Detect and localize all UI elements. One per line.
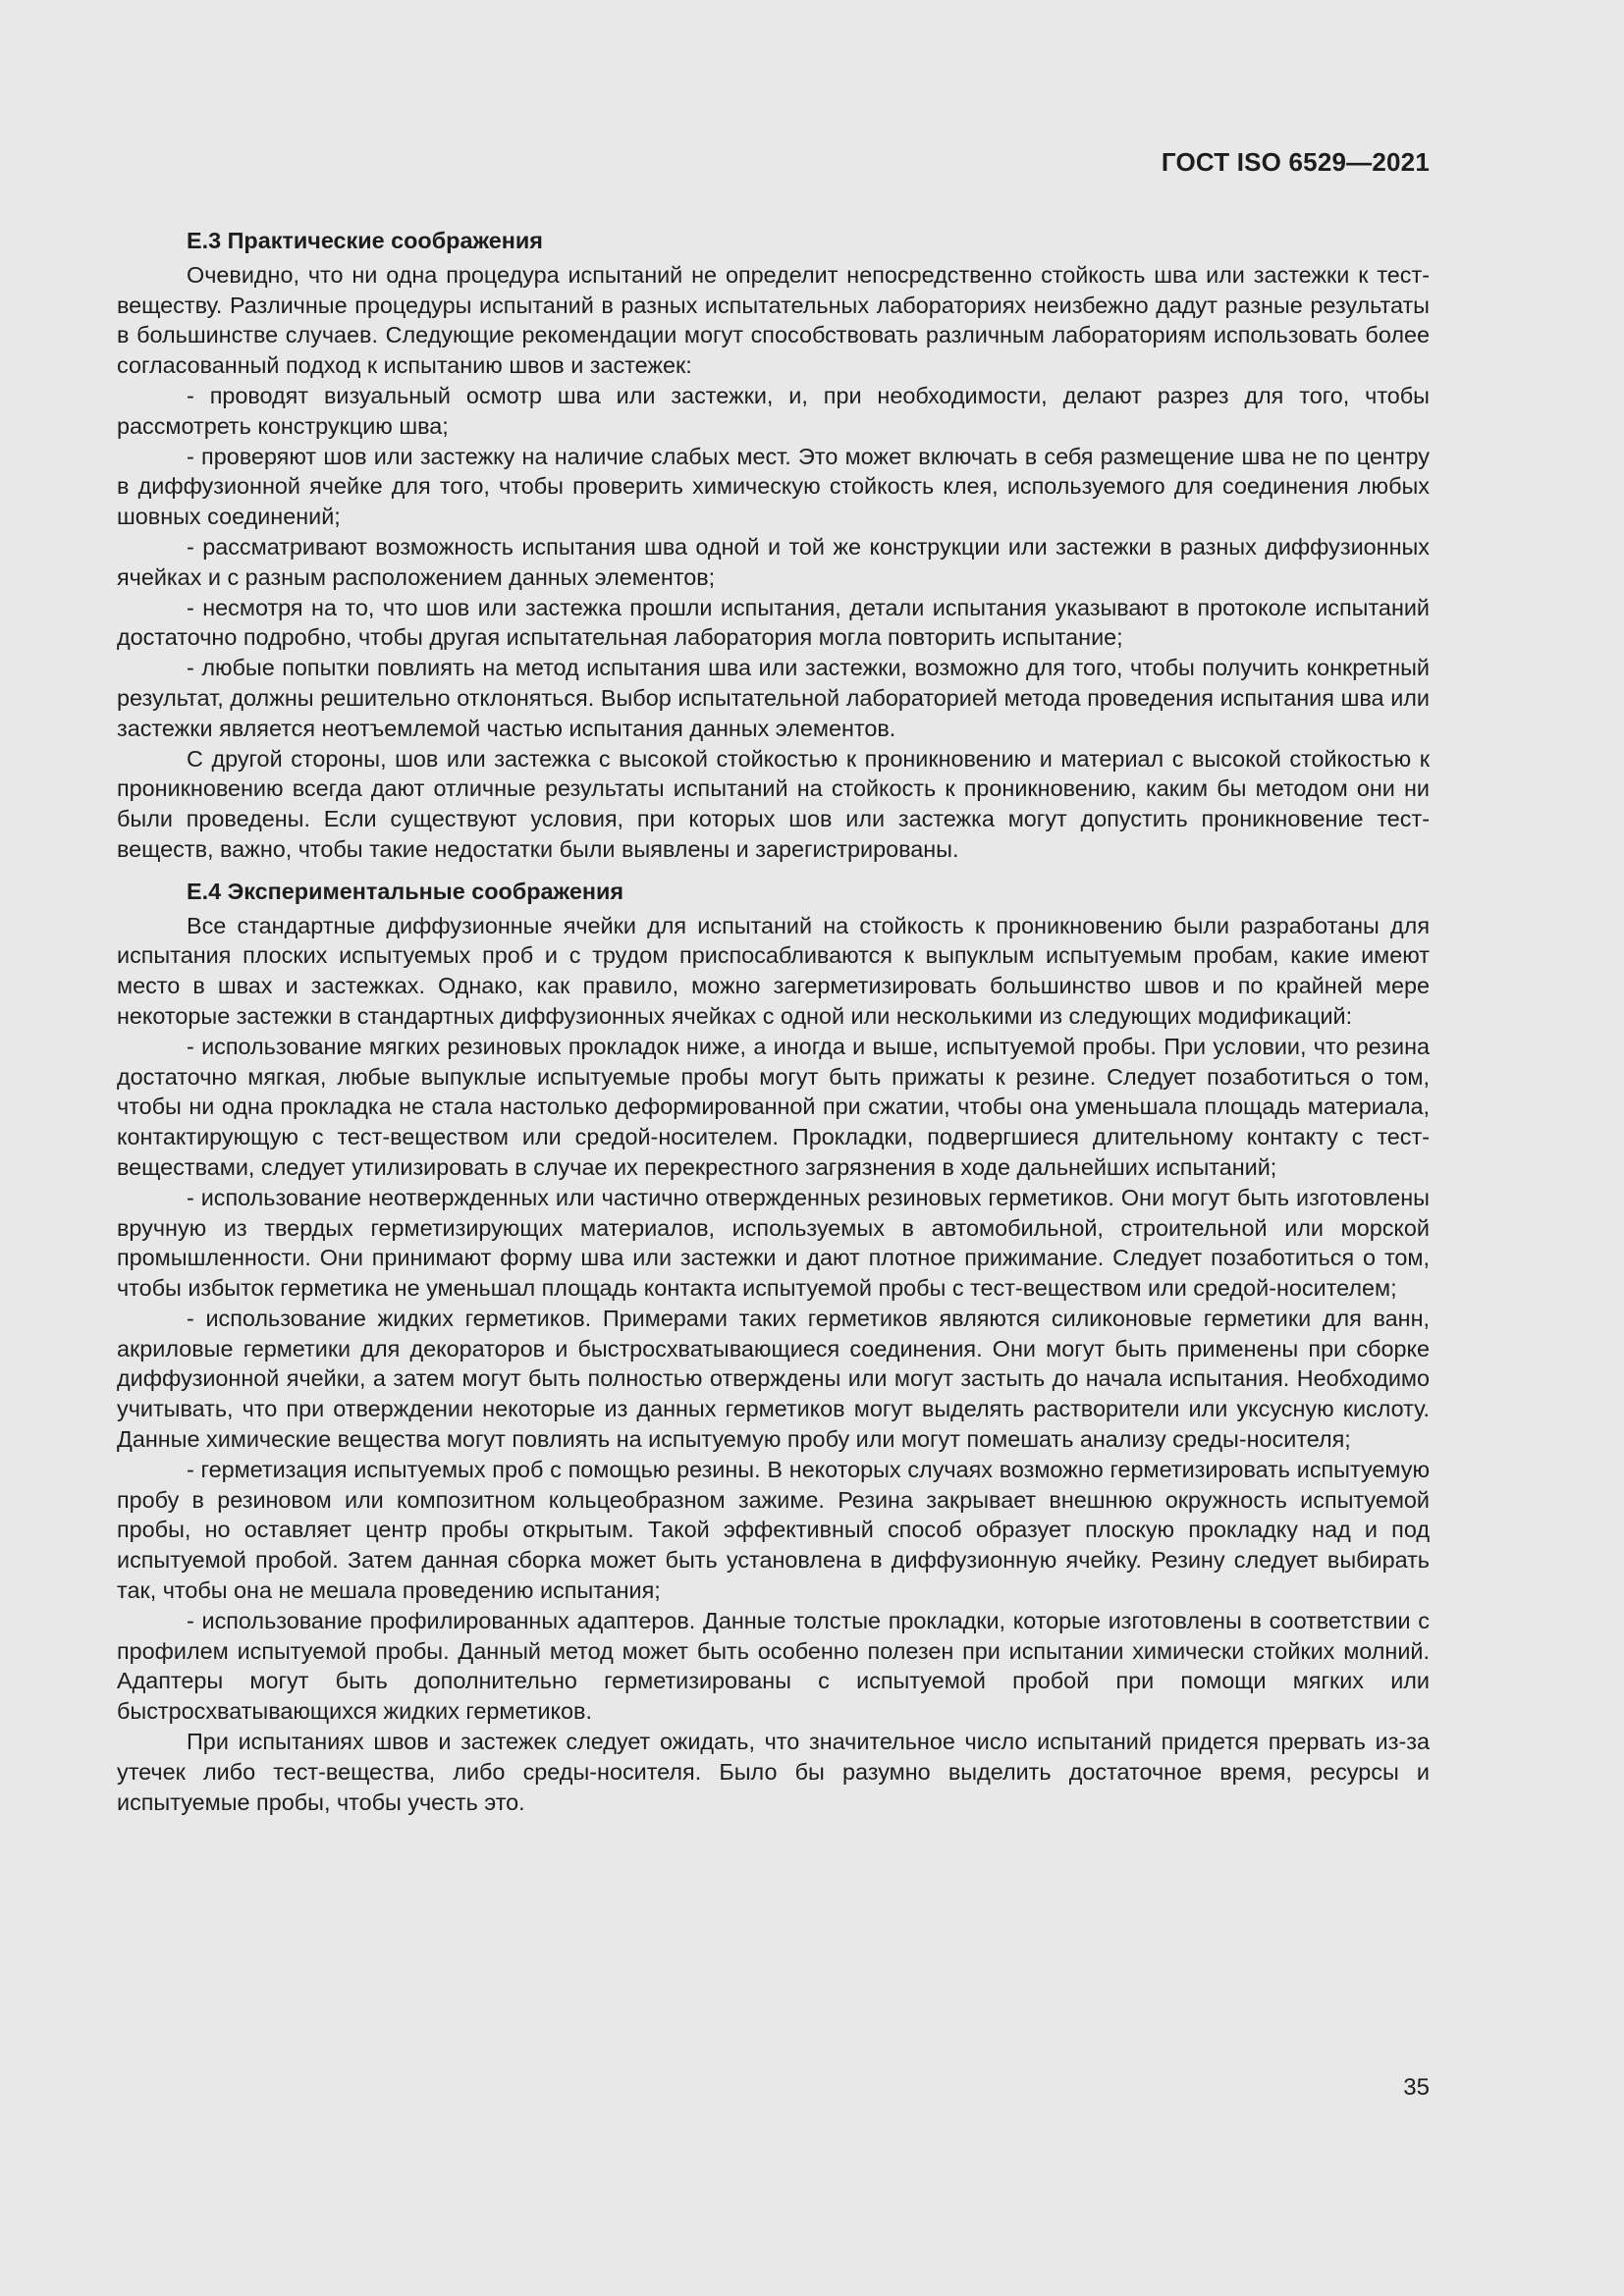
page-number: 35 — [1403, 2074, 1430, 2101]
list-item: - использование неотвержденных или частично отвержденных резиновых герметиков. Они могут быть изготовлены вручную из твердых герметизирующих материалов, используемых в автомобильной, строительной или морской промышленности. Они принимают форму шва или застежки и дают плотное прижимание. Следует позаботиться о том, чтобы избыток герметика не уменьшал площадь контакта испытуемой пробы с тест-веществом или средой-носителем; — [117, 1184, 1430, 1302]
list-item: - проводят визуальный осмотр шва или застежки, и, при необходимости, делают разрез для того, чтобы рассмотреть конструкцию шва; — [117, 382, 1430, 439]
list-item: - герметизация испытуемых проб с помощью резины. В некоторых случаях возможно герметизировать испытуемую пробу в резиновом или композитном кольцеобразном зажиме. Резина закрывает внешнюю окружность испытуемой пробы, но оставляет центр пробы открытым. Такой эффективный способ образует плоскую прокладку над и под испытуемой пробой. Затем данная сборка может быть установлена в диффузионную ячейку. Резину следует выбирать так, чтобы она не мешала проведению испытания; — [117, 1456, 1430, 1604]
paragraph: При испытаниях швов и застежек следует ожидать, что значительное число испытаний придется прервать из-за утечек либо тест-вещества, либо среды-носителя. Было бы разумно выделить достаточное время, ресурсы и испытуемые пробы, чтобы учесть это. — [117, 1729, 1430, 1815]
list-item: - рассматривают возможность испытания шва одной и той же конструкции или застежки в разных диффузионных ячейках и с разным расположением данных элементов; — [117, 533, 1430, 590]
paragraph: Все стандартные диффузионные ячейки для испытаний на стойкость к проникновению были разработаны для испытания плоских испытуемых проб и с трудом приспосабливаются к выпуклым испытуемым пробам, какие имеют место в швах и застежках. Однако, как правило, можно загерметизировать большинство швов и по крайней мере некоторые застежки в стандартных диффузионных ячейках с одной или несколькими из следующих модификаций: — [117, 912, 1430, 1029]
list-item: - использование мягких резиновых прокладок ниже, а иногда и выше, испытуемой пробы. При условии, что резина достаточно мягкая, любые выпуклые испытуемые пробы могут быть прижаты к резине. Следует позаботиться о том, чтобы ни одна прокладка не стала настолько деформированной при сжатии, чтобы она уменьшала площадь материала, контактирующую с тест-веществом или средой-носителем. Прокладки, подвергшиеся длительному контакту с тест-веществами, следует утилизировать в случае их перекрестного загрязнения в ходе дальнейших испытаний; — [117, 1033, 1430, 1180]
list-item: - любые попытки повлиять на метод испытания шва или застежки, возможно для того, чтобы получить конкретный результат, должны решительно отклоняться. Выбор испытательной лабораторией метода проведения испытания шва или застежки является неотъемлемой частью испытания данных элементов. — [117, 655, 1430, 741]
paragraph: С другой стороны, шов или застежка с высокой стойкостью к проникновению и материал с высокой стойкостью к проникновению всегда дают отличные результаты испытаний на стойкость к проникновению, каким бы методом они ни были проведены. Если существуют условия, при которых шов или застежка могут допустить проникновение тест-веществ, важно, чтобы такие недостатки были выявлены и зарегистрированы. — [117, 745, 1430, 862]
list-item: - использование профилированных адаптеров. Данные толстые прокладки, которые изготовлены в соответствии с профилем испытуемой пробы. Данный метод может быть особенно полезен при испытании химически стойких молний. Адаптеры могут быть дополнительно герметизированы с испытуемой пробой при помощи мягких или быстросхватывающихся жидких герметиков. — [117, 1607, 1430, 1725]
list-item: - использование жидких герметиков. Примерами таких герметиков являются силиконовые герметики для ванн, акриловые герметики для декораторов и быстросхватывающиеся соединения. Они могут быть применены при сборке диффузионной ячейки, а затем могут быть полностью отверждены или могут застыть до начала испытания. Необходимо учитывать, что при отверждении некоторые из данных герметиков могут выделять растворители или уксусную кислоту. Данные химические вещества могут повлиять на испытуемую пробу или могут помешать анализу среды-носителя; — [117, 1305, 1430, 1453]
paragraph: Очевидно, что ни одна процедура испытаний не определит непосредственно стойкость шва или застежки к тест-веществу. Различные процедуры испытаний в разных испытательных лабораториях неизбежно дадут разные результаты в большинстве случаев. Следующие рекомендации могут способствовать различным лабораториям использовать более согласованный подход к испытанию швов и застежек: — [117, 261, 1430, 379]
document-header: ГОСТ ISO 6529—2021 — [1161, 147, 1430, 177]
section-heading-e3: Е.3 Практические соображения — [187, 228, 543, 253]
list-item: - несмотря на то, что шов или застежка прошли испытания, детали испытания указывают в протоколе испытаний достаточно подробно, чтобы другая испытательная лаборатория могла повторить испытание; — [117, 594, 1430, 651]
section-heading-e4: Е.4 Экспериментальные соображения — [187, 878, 623, 904]
page-body — [117, 226, 1430, 1817]
list-item: - проверяют шов или застежку на наличие слабых мест. Это может включать в себя размещение шва не по центру в диффузионной ячейке для того, чтобы проверить химическую стойкость клея, используемого для соединения любых шовных соединений; — [117, 443, 1430, 530]
